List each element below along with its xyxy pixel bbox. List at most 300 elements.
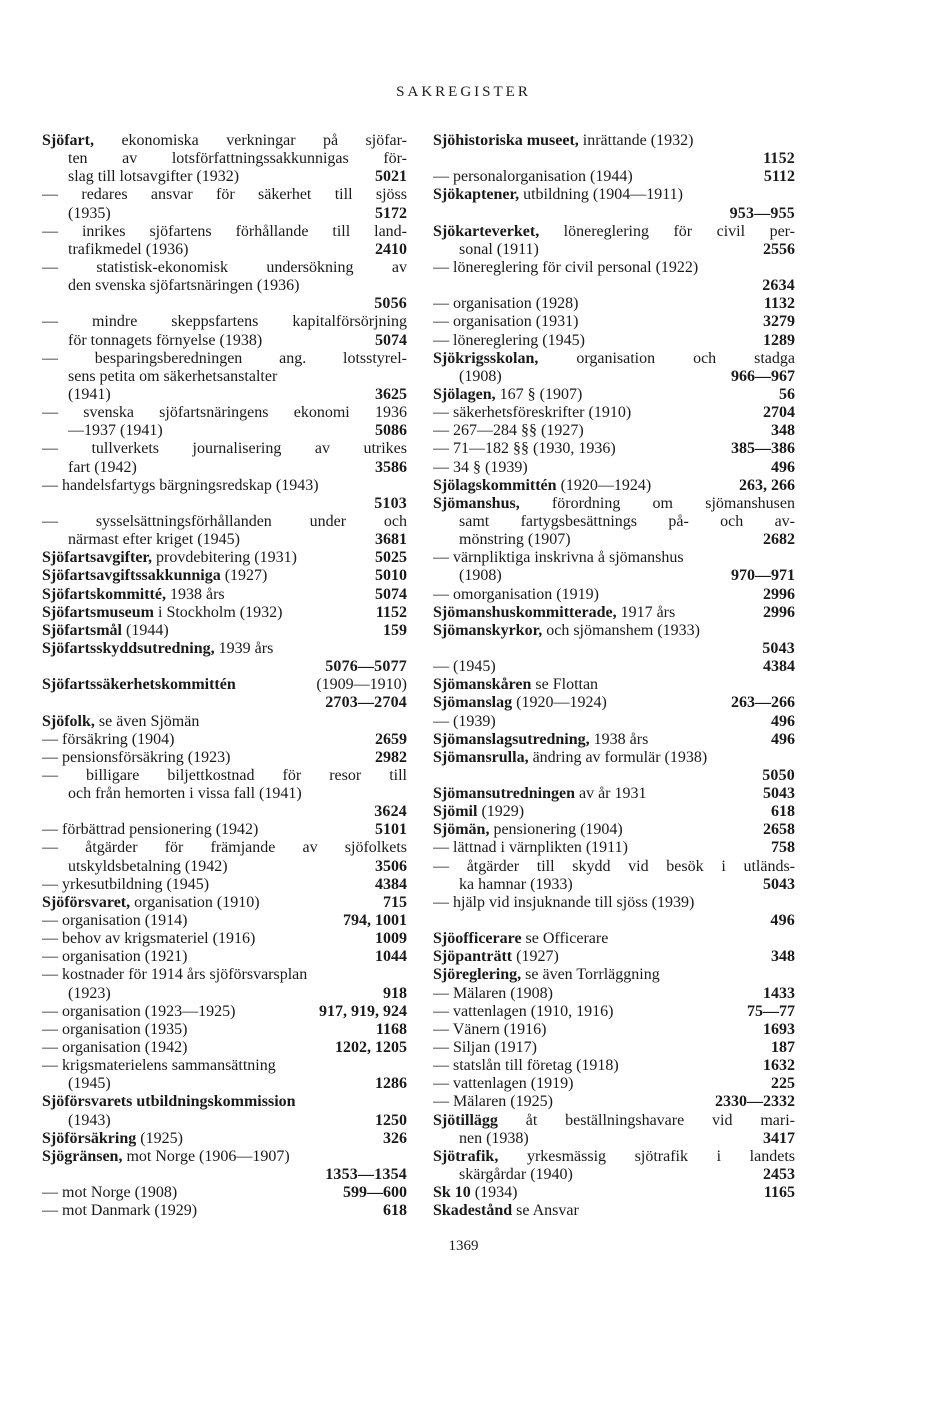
page-reference: 2659 (375, 730, 407, 748)
index-line (42, 1093, 407, 1111)
page-reference: 263, 266 (739, 476, 795, 494)
index-line (433, 1075, 795, 1093)
index-line (433, 404, 795, 422)
page-reference: 1152 (763, 150, 795, 168)
index-entry-text (433, 713, 496, 731)
index-text: — statslån till företag (1918) (433, 1057, 619, 1075)
index-entry-text (42, 1202, 197, 1220)
index-line (433, 1093, 795, 1111)
page-reference: 2658 (763, 821, 795, 839)
index-line (42, 459, 407, 477)
page-reference: 3279 (763, 313, 795, 331)
index-text: — åtgärder till skydd vid besök i utländs- (433, 857, 795, 875)
index-text: — förbättrad pensionering (1942) (42, 821, 259, 839)
index-line (42, 132, 407, 150)
index-text: — inrikes sjöfartens förhållande till land- (42, 222, 407, 240)
page-reference: 3506 (375, 857, 407, 875)
index-text: (1943) (68, 1111, 111, 1129)
index-text: — organisation (1923—1925) (42, 1002, 236, 1020)
page-reference: 970—971 (731, 567, 795, 585)
page-number: 1369 (448, 1238, 479, 1254)
index-line (42, 549, 407, 567)
index-text: (1920—1924) (512, 694, 607, 712)
index-heading: Sjömanskyrkor, (433, 621, 543, 639)
index-entry-text (42, 1130, 183, 1148)
index-text: av år 1931 (574, 785, 647, 803)
index-text: — 267—284 §§ (1927) (433, 422, 584, 440)
page-reference: 4384 (375, 875, 407, 893)
page-reference: 758 (771, 839, 795, 857)
index-entry-text (42, 1039, 187, 1057)
index-text: trafikmedel (1936) (68, 240, 189, 258)
index-line (42, 858, 407, 876)
index-text: 167 § (1907) (495, 385, 583, 403)
index-line (42, 1112, 407, 1130)
index-heading: Sjökaptener, (433, 186, 520, 204)
index-text: — mindre skeppsfartens kapitalförsörjning (42, 313, 407, 331)
index-text: —1937 (1941) (68, 422, 163, 440)
index-line (42, 658, 407, 676)
index-line (42, 1039, 407, 1057)
index-entry-text (459, 567, 502, 585)
index-text: lönereglering för civil per- (539, 222, 795, 240)
index-line (433, 477, 795, 495)
index-line (42, 477, 407, 495)
index-heading: Sjöhistoriska museet, (433, 132, 579, 149)
index-heading: Sjöförsäkring (42, 1129, 137, 1147)
page-reference: 348 (771, 422, 795, 440)
page-header: SAKREGISTER (396, 84, 531, 100)
index-line (42, 513, 407, 531)
index-line (433, 168, 795, 186)
index-entry-text (433, 839, 628, 857)
page-reference: 496 (771, 730, 795, 748)
index-entry-text (42, 930, 255, 948)
index-line (42, 440, 407, 458)
index-line (433, 1184, 795, 1202)
page-reference: 5043 (763, 875, 795, 893)
index-heading: Sjömanslag (433, 694, 513, 712)
index-line (433, 948, 795, 966)
index-heading: Sjömanshuskommitterade, (433, 603, 617, 621)
index-text: se även Torrläggning (521, 966, 660, 984)
index-text: — försäkring (1904) (42, 730, 175, 748)
index-heading: Sjötillägg (433, 1111, 498, 1129)
index-entry-text (68, 168, 239, 186)
page-reference: 1353—1354 (325, 1166, 407, 1184)
page-reference: 75—77 (747, 1002, 795, 1020)
page-reference: 5010 (375, 567, 407, 585)
index-text: — personalorganisation (1944) (433, 168, 633, 186)
index-entry-text (433, 1003, 613, 1021)
index-heading: Sjökarteverket, (433, 222, 540, 240)
index-text: slag till lotsavgifter (1932) (68, 168, 240, 186)
index-line (433, 1039, 795, 1057)
index-entry-text (42, 586, 225, 604)
index-line (42, 586, 407, 604)
index-line (433, 241, 795, 259)
index-line (433, 1021, 795, 1039)
index-entry-text (433, 948, 559, 966)
page-reference: 918 (383, 984, 407, 1002)
index-entry-text (433, 477, 651, 495)
index-text: — lättnad i värnplikten (1911) (433, 839, 628, 857)
index-line (433, 985, 795, 1003)
index-line (42, 640, 407, 658)
index-line (42, 1003, 407, 1021)
index-heading: Sjöförsvaret, (42, 893, 131, 911)
index-line (42, 168, 407, 186)
index-line (42, 295, 407, 313)
index-text: — (1939) (433, 712, 496, 730)
page-reference: 1286 (375, 1075, 407, 1093)
index-text: provdebitering (1931) (152, 549, 297, 567)
index-line (433, 150, 795, 168)
index-entry-text (68, 1075, 111, 1093)
index-heading: Sjöfolk, (42, 712, 95, 730)
page-reference: 5074 (375, 331, 407, 349)
index-text: 1938 års (589, 730, 649, 748)
index-text: — lönereglering för civil personal (1922) (433, 258, 699, 276)
index-line (42, 767, 407, 785)
page-reference: 187 (771, 1039, 795, 1057)
page-reference: 5112 (763, 168, 795, 186)
index-line (42, 259, 407, 277)
index-entry-text (42, 622, 169, 640)
page-reference: 263—266 (731, 694, 795, 712)
page-reference: 1202, 1205 (335, 1039, 407, 1057)
index-text: 1939 års (214, 639, 274, 657)
index-line (433, 658, 795, 676)
page-reference: 2703—2704 (325, 694, 407, 712)
index-text: nen (1938) (459, 1129, 529, 1147)
index-text: — lönereglering (1945) (433, 331, 585, 349)
index-text: organisation (1910) (130, 893, 260, 911)
index-line (42, 894, 407, 912)
index-text: yrkesmässig sjötrafik i landets (498, 1147, 795, 1165)
page-reference: 326 (383, 1129, 407, 1147)
index-line (42, 313, 407, 331)
index-text: sens petita om säkerhetsanstalter (68, 367, 278, 385)
index-text: — organisation (1914) (42, 912, 188, 930)
index-line (42, 1148, 407, 1166)
index-column-right (433, 132, 795, 1220)
index-line (433, 1003, 795, 1021)
index-line (433, 1057, 795, 1075)
page-reference: 4384 (763, 658, 795, 676)
index-line (433, 186, 795, 204)
index-entry-text (433, 785, 647, 803)
page-reference: 618 (771, 803, 795, 821)
index-line (433, 513, 795, 531)
index-text: — krigsmaterielens sammansättning (42, 1057, 276, 1075)
index-entry-text (433, 821, 623, 839)
index-text: — tullverkets journalisering av utrikes (42, 440, 407, 458)
index-text: pensionering (1904) (489, 821, 623, 839)
index-text: — organisation (1921) (42, 948, 188, 966)
index-entry-text (433, 586, 599, 604)
page-reference: 5172 (375, 204, 407, 222)
page-reference: 1693 (763, 1020, 795, 1038)
index-line (42, 1057, 407, 1075)
index-line (42, 930, 407, 948)
index-line (433, 821, 795, 839)
index-entry-text (433, 1075, 573, 1093)
index-line (433, 223, 795, 241)
page-reference: 5025 (375, 549, 407, 567)
index-entry-text (433, 295, 578, 313)
index-heading: Sjömil (433, 803, 478, 821)
page-reference: 3624 (374, 803, 407, 821)
index-entry-text (42, 821, 258, 839)
index-heading: Sjömansutredningen (433, 785, 575, 803)
index-heading: Sjöofficerare (433, 930, 522, 948)
index-line (42, 350, 407, 368)
index-text: — behov av krigsmateriel (1916) (42, 930, 256, 948)
page-reference: 5043 (762, 639, 795, 657)
index-heading: Sjötrafik, (433, 1147, 499, 1165)
index-line (42, 223, 407, 241)
index-text: se Officerare (521, 930, 609, 948)
index-entry-text (42, 749, 230, 767)
index-entry-text (433, 694, 607, 712)
index-text: — säkerhetsföreskrifter (1910) (433, 404, 632, 422)
index-heading: Sjöfartsmål (42, 621, 122, 639)
page-reference: 5086 (375, 422, 407, 440)
index-entry-text (42, 604, 282, 622)
index-heading: Sjöfartsmuseum (42, 603, 154, 621)
index-entry-text (68, 531, 240, 549)
index-text: — redares ansvar för säkerhet till sjöss (42, 186, 407, 204)
index-entry-text (68, 205, 111, 223)
index-line (433, 731, 795, 749)
page-reference: 5043 (763, 785, 795, 803)
page-reference: 1044 (375, 948, 407, 966)
index-line (42, 912, 407, 930)
index-text: fart (1942) (68, 458, 137, 476)
index-heading: Sjöfartskommitté, (42, 585, 166, 603)
index-line (433, 495, 795, 513)
index-heading: Sjölagen, (433, 385, 496, 403)
page-reference: 953—955 (729, 204, 795, 222)
index-line (42, 368, 407, 386)
index-line (433, 767, 795, 785)
index-line (42, 1202, 407, 1220)
index-entry-text (433, 604, 675, 622)
index-entry-text (433, 1039, 537, 1057)
index-text: ka hamnar (1933) (459, 875, 573, 893)
index-heading: Sjökrigsskolan, (433, 349, 539, 367)
index-line (433, 713, 795, 731)
index-text: — Mälaren (1925) (433, 1093, 553, 1111)
index-entry-text (433, 404, 631, 422)
index-line (433, 205, 795, 223)
index-heading: Sjöförsvarets utbildningskommission (42, 1093, 296, 1111)
index-line (42, 821, 407, 839)
index-text: — 71—182 §§ (1930, 1936) (433, 440, 616, 458)
index-line (433, 894, 795, 912)
page-reference: 5050 (762, 766, 795, 784)
index-text: närmast efter kriget (1945) (68, 531, 240, 549)
index-entry-text (68, 241, 188, 259)
index-line (42, 985, 407, 1003)
page-reference: 56 (779, 385, 795, 403)
index-line (433, 277, 795, 295)
page-reference: 715 (383, 893, 407, 911)
index-entry-text (433, 422, 584, 440)
index-line (42, 803, 407, 821)
index-line (42, 386, 407, 404)
index-text: åt beställningshavare vid mari- (497, 1111, 795, 1129)
index-entry-text (433, 1093, 553, 1111)
index-line (433, 912, 795, 930)
index-text: ten av lotsförfattningssakkunnigas för- (68, 150, 407, 168)
index-text: — organisation (1935) (42, 1020, 188, 1038)
index-line (42, 332, 407, 350)
page-reference: 496 (770, 912, 795, 930)
index-text: (1941) (68, 385, 111, 403)
index-heading: Sjögränsen, (42, 1147, 123, 1165)
index-entry-text (42, 948, 187, 966)
index-line (433, 858, 795, 876)
index-text: (1909—1910) (235, 676, 407, 694)
index-text: (1925) (136, 1129, 183, 1147)
index-text: (1929) (477, 803, 525, 821)
index-text: — Mälaren (1908) (433, 984, 553, 1002)
index-line (42, 876, 407, 894)
index-text: ekonomiska verkningar på sjöfar- (93, 132, 407, 149)
index-text: mönstring (1907) (459, 531, 571, 549)
index-line (433, 876, 795, 894)
index-text: utskyldsbetalning (1942) (68, 857, 228, 875)
index-text: — pensionsförsäkring (1923) (42, 748, 231, 766)
index-text: — organisation (1931) (433, 313, 579, 331)
index-text: se Ansvar (512, 1202, 579, 1220)
index-text: samt fartygsbesättnings på- och av- (459, 512, 795, 530)
index-line (433, 422, 795, 440)
index-line (433, 549, 795, 567)
index-entry-text (68, 459, 137, 477)
index-line (42, 713, 407, 731)
page-reference: 2996 (763, 603, 795, 621)
index-entry-text (433, 803, 524, 821)
index-entry-text (42, 1003, 235, 1021)
index-entry-text (68, 985, 111, 1003)
page-reference: 5101 (375, 821, 407, 839)
index-line (433, 676, 795, 694)
index-text: — vattenlagen (1910, 1916) (433, 1002, 614, 1020)
index-line (433, 386, 795, 404)
index-text: den svenska sjöfartsnäringen (1936) (68, 277, 300, 295)
index-entry-text (42, 912, 187, 930)
index-line (433, 1202, 795, 1220)
index-text: — åtgärder för främjande av sjöfolkets (42, 839, 407, 857)
index-line (433, 1148, 795, 1166)
index-entry-text (433, 985, 553, 1003)
index-entry-text (459, 241, 539, 259)
index-entry-text (433, 1057, 619, 1075)
index-line (433, 604, 795, 622)
index-heading: Sjömanskåren (433, 676, 532, 694)
index-text: sonal (1911) (459, 240, 539, 258)
index-line (433, 640, 795, 658)
index-line (433, 839, 795, 857)
index-line (42, 1184, 407, 1202)
index-line (42, 604, 407, 622)
index-heading: Sjöfartsskyddsutredning, (42, 639, 215, 657)
page-reference: 1132 (763, 295, 795, 313)
index-line (42, 731, 407, 749)
page-reference: 794, 1001 (343, 912, 407, 930)
index-text: — omorganisation (1919) (433, 585, 599, 603)
index-entry-text (42, 549, 297, 567)
page-reference: 599—600 (343, 1184, 407, 1202)
index-heading: Sk 10 (433, 1184, 471, 1202)
index-text: se Flottan (531, 676, 599, 694)
page-reference: 966—967 (731, 367, 795, 385)
page-reference: 2682 (763, 531, 795, 549)
index-entry-text (42, 731, 174, 749)
index-line (42, 839, 407, 857)
index-text: 1917 års (616, 603, 676, 621)
index-line (42, 1021, 407, 1039)
index-line (433, 803, 795, 821)
page-reference: 2410 (375, 240, 407, 258)
index-line (42, 531, 407, 549)
index-text: för tonnagets förnyelse (1938) (68, 331, 263, 349)
index-line (42, 676, 407, 694)
index-heading: Sjölagskommittén (433, 476, 557, 494)
page-reference: 2556 (763, 240, 795, 258)
index-text: (1934) (470, 1184, 518, 1202)
page-reference: 2996 (763, 585, 795, 603)
index-text: skärgårdar (1940) (459, 1166, 573, 1184)
index-text: i Stockholm (1932) (154, 603, 283, 621)
index-entry-text (433, 386, 582, 404)
index-text: (1935) (68, 204, 111, 222)
index-text: — svenska sjöfartsnäringens ekonomi 1936 (42, 404, 407, 422)
page-reference: 5076—5077 (325, 658, 407, 676)
index-entry-text (433, 313, 578, 331)
index-entry-text (68, 422, 163, 440)
index-text: (1923) (68, 984, 111, 1002)
index-entry-text (459, 1130, 529, 1148)
index-heading: Sjöfart, (42, 132, 94, 149)
page-reference: 917, 919, 924 (319, 1002, 407, 1020)
index-line (433, 259, 795, 277)
index-entry-text (459, 531, 571, 549)
index-text: — mot Norge (1908) (42, 1184, 178, 1202)
index-entry-text (68, 332, 262, 350)
index-line (42, 422, 407, 440)
index-line (433, 459, 795, 477)
index-line (42, 241, 407, 259)
index-line (42, 567, 407, 585)
index-text: — Siljan (1917) (433, 1039, 537, 1057)
index-text: — handelsfartygs bärgningsredskap (1943) (42, 476, 319, 494)
page-reference: 496 (771, 712, 795, 730)
page-reference: 2330—2332 (715, 1093, 795, 1111)
index-text: — 34 § (1939) (433, 458, 528, 476)
index-entry-text (433, 731, 648, 749)
index-line (433, 368, 795, 386)
page-reference: 496 (771, 458, 795, 476)
index-line (42, 966, 407, 984)
index-text: — mot Danmark (1929) (42, 1202, 198, 1220)
index-line (42, 622, 407, 640)
index-text: — statistisk-ekonomisk undersökning av (42, 258, 407, 276)
index-text: (1908) (459, 567, 502, 585)
